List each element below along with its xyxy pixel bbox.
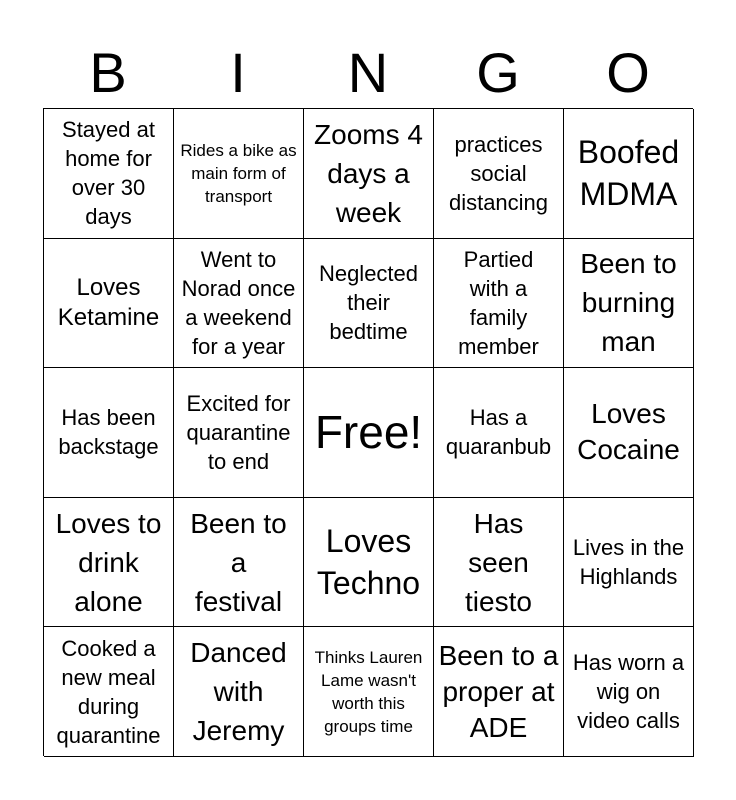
- bingo-cell-r5-c1[interactable]: [44, 627, 174, 757]
- bingo-cell-r5-c4[interactable]: [434, 627, 564, 757]
- cell-text: Stayed at home for over 30 days: [62, 117, 155, 230]
- cell-text: Neglected their bedtime: [318, 261, 419, 345]
- header-letter-g: G: [476, 41, 520, 104]
- header-letter-o: O: [606, 41, 650, 104]
- header-letter-b: B: [89, 41, 127, 104]
- cell-text: Boofed MDMA: [577, 134, 680, 213]
- cell-text: Has a quaranbub: [445, 405, 552, 460]
- cell-text: Has worn a wig on video calls: [572, 650, 685, 734]
- cell-text: Lives in the Highlands: [572, 535, 685, 590]
- cell-text: Zooms 4 days a week: [314, 118, 423, 228]
- cell-text: Has seen tiesto: [465, 507, 532, 617]
- bingo-cell-r2-c2[interactable]: [174, 239, 304, 369]
- cell-text: Loves to drink alone: [55, 507, 162, 617]
- cell-text: Rides a bike as main form of transport: [180, 140, 297, 206]
- bingo-cell-r2-c4[interactable]: [434, 239, 564, 369]
- bingo-cell-r4-c3[interactable]: [304, 498, 434, 628]
- header-letter-i: I: [230, 41, 246, 104]
- bingo-cell-r1-c1[interactable]: [44, 109, 174, 239]
- bingo-cell-r3-c3[interactable]: [304, 368, 434, 498]
- bingo-cell-r4-c5[interactable]: [564, 498, 694, 628]
- bingo-cell-r3-c5[interactable]: [564, 368, 694, 498]
- cell-text: Thinks Lauren Lame wasn't worth this groups time: [314, 647, 423, 736]
- bingo-cell-r5-c2[interactable]: [174, 627, 304, 757]
- bingo-cell-r2-c3[interactable]: [304, 239, 434, 369]
- bingo-board: [43, 108, 693, 756]
- bingo-header: [43, 38, 693, 108]
- cell-text: Excited for quarantine to end: [186, 390, 291, 474]
- bingo-cell-r3-c1[interactable]: [44, 368, 174, 498]
- bingo-cell-r1-c4[interactable]: [434, 109, 564, 239]
- cell-text: Cooked a new meal during quarantine: [56, 635, 161, 748]
- bingo-cell-r5-c5[interactable]: [564, 627, 694, 757]
- cell-text: Been to a proper at ADE: [438, 639, 559, 743]
- bingo-cell-r2-c1[interactable]: [44, 239, 174, 369]
- cell-text: Went to Norad once a weekend for a year: [181, 246, 296, 359]
- cell-text: Loves Ketamine: [57, 273, 160, 331]
- bingo-cell-r4-c1[interactable]: [44, 498, 174, 628]
- bingo-cell-r4-c4[interactable]: [434, 498, 564, 628]
- bingo-cell-r1-c3[interactable]: [304, 109, 434, 239]
- cell-text: practices social distancing: [448, 131, 549, 215]
- bingo-cell-r3-c4[interactable]: [434, 368, 564, 498]
- free-space: Free!: [314, 406, 423, 459]
- cell-text: Has been backstage: [58, 405, 159, 460]
- cell-text: Been to a festival: [190, 507, 287, 617]
- bingo-cell-r3-c2[interactable]: [174, 368, 304, 498]
- bingo-cell-r5-c3[interactable]: [304, 627, 434, 757]
- cell-text: Been to burning man: [580, 248, 677, 358]
- bingo-cell-r1-c2[interactable]: [174, 109, 304, 239]
- cell-text: Loves Cocaine: [577, 398, 680, 466]
- header-letter-n: N: [347, 41, 389, 104]
- bingo-cell-r1-c5[interactable]: [564, 109, 694, 239]
- cell-text: Partied with a family member: [458, 246, 539, 359]
- cell-text: Loves Techno: [316, 523, 421, 602]
- bingo-cell-r2-c5[interactable]: [564, 239, 694, 369]
- cell-text: Danced with Jeremy: [190, 637, 287, 747]
- bingo-cell-r4-c2[interactable]: [174, 498, 304, 628]
